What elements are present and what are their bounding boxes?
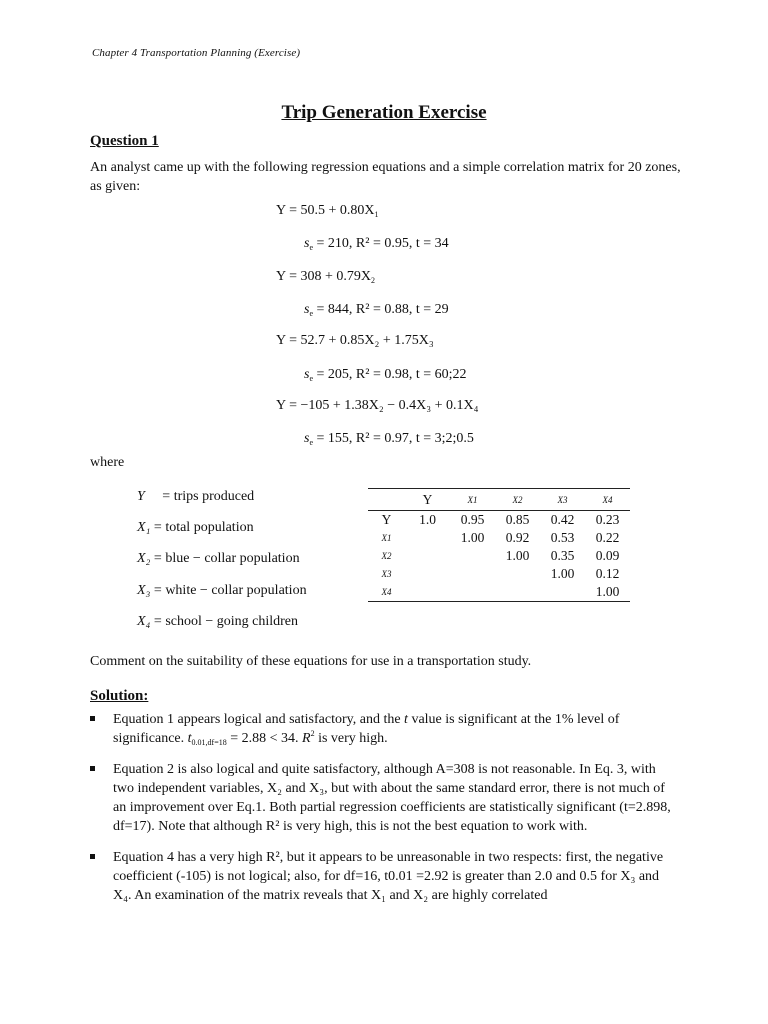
equation-2-stats: $s_e = 844$, R² = 0.88, t = 29 <box>304 302 449 318</box>
matrix-cell: 0.35 <box>550 548 575 563</box>
matrix-cell: 1.00 <box>585 583 630 602</box>
matrix-cell <box>450 565 495 583</box>
solution-text: is very high. <box>314 731 388 746</box>
solution-text: = 2.88 < 34. <box>226 731 303 746</box>
matrix-row-label: Y <box>381 512 392 527</box>
matrix-cell: 0.22 <box>595 530 620 545</box>
comment-text: Comment on the suitability of these equations for use in a transportation study. <box>90 654 532 669</box>
matrix-row-label: X3 <box>381 569 392 579</box>
solution-item <box>90 848 680 905</box>
matrix-cell: 0.53 <box>550 530 575 545</box>
matrix-cell: 0.12 <box>595 566 620 581</box>
matrix-row <box>368 583 630 602</box>
matrix-cell: 1.00 <box>505 548 530 563</box>
solution-heading: Solution: <box>90 688 149 704</box>
bullet-icon <box>90 854 95 859</box>
solution-text: value is significant at the 1% level of significance. <box>113 712 620 746</box>
matrix-row-label: X4 <box>368 583 405 602</box>
matrix-cell <box>495 565 540 583</box>
matrix-cell: 0.42 <box>550 512 575 527</box>
variable-text: = white − collar population <box>153 583 307 598</box>
variable-def <box>137 614 298 630</box>
equation-3: Y = 52.7 + 0.85X₂ + 1.75X₃ <box>276 333 434 348</box>
solution-text: Equation 4 has a very high R², but it appears to be unreasonable in two respects: first, the negative coefficient (-105) is not logical; also, for df=16, t0.01 =2.92 is greater than 2.0 and 0.5 for X₃ and X₄. An examination of the matrix reveals that X₁ and X₂ are highly correlated <box>113 850 664 903</box>
equation-3-stats: $s_e = 205$, R² = 0.98, t = 60;22 <box>304 367 467 383</box>
matrix-cell <box>540 583 585 602</box>
equation-1-text: Y = 50.5 + 0.80X <box>276 203 375 218</box>
equation-2-stats-text: = 844, R² = 0.88, t = 29 <box>316 302 449 317</box>
variable-symbol: X₃ <box>137 583 151 598</box>
equation-3-stats-text: = 205, R² = 0.98, t = 60;22 <box>316 367 467 382</box>
variable-text: = total population <box>153 520 254 535</box>
matrix-row <box>368 565 630 583</box>
where-label: where <box>90 455 125 470</box>
solution-item <box>90 760 680 836</box>
variable-text: = blue − collar population <box>153 551 300 566</box>
matrix-row-label: X1 <box>381 533 392 543</box>
matrix-col-header: X4 <box>585 489 630 511</box>
equation-4-stats: $s_e = 155$, R² = 0.97, t = 3;2;0.5 <box>304 431 474 447</box>
matrix-cell: 0.85 <box>505 512 530 527</box>
variable-text: = trips produced <box>162 489 255 504</box>
matrix-row <box>368 511 630 530</box>
variable-symbol: Y <box>137 489 145 504</box>
equation-4-stats-text: = 155, R² = 0.97, t = 3;2;0.5 <box>316 431 474 446</box>
matrix-col-header: X2 <box>495 489 540 511</box>
matrix-cell: 0.92 <box>505 530 530 545</box>
matrix-cell <box>405 565 450 583</box>
solution-text: Equation 2 is also logical and quite satisfactory, although A=308 is not reasonable. In Eq. 3, with two independent variables, X₂ and X₃, but with about the same standard error, there is not much of an improvement over Eq.1. Both partial regression coefficients are statistically significant (t=2.898, df=17). Note that although R² is very high, this is not the best equation to work with. <box>113 762 671 834</box>
variable-symbol: X₁ <box>137 520 151 535</box>
equation-1: $Y = 50.5 + 0.80X_1$ <box>276 203 379 219</box>
matrix-cell <box>405 547 450 565</box>
matrix-header-row <box>368 489 630 511</box>
matrix-col-header: Y <box>405 489 450 511</box>
matrix-cell: 0.95 <box>460 512 485 527</box>
matrix-cell <box>405 583 450 602</box>
matrix-cell <box>405 529 450 547</box>
matrix-col-header: X3 <box>540 489 585 511</box>
solution-list <box>90 710 680 917</box>
page-header: Chapter 4 Transportation Planning (Exercise) <box>92 47 301 59</box>
question-text: An analyst came up with the following regression equations and a simple correlation matrix for 20 zones, as given: <box>90 160 681 194</box>
matrix-col-header: X1 <box>450 489 495 511</box>
correlation-matrix <box>368 488 630 602</box>
matrix-row <box>368 547 630 565</box>
solution-text: Equation 1 appears logical and satisfactory, and the <box>113 712 405 727</box>
matrix-cell: 0.09 <box>595 548 620 563</box>
matrix-cell <box>450 583 495 602</box>
variable-text: = school − going children <box>153 614 299 629</box>
variable-def <box>137 520 254 536</box>
variable-def <box>137 489 254 505</box>
equation-4: Y = −105 + 1.38X₂ − 0.4X₃ + 0.1X₄ <box>276 398 479 413</box>
page-title: Trip Generation Exercise <box>281 102 487 123</box>
variable-def <box>137 551 300 567</box>
variable-symbol: X₂ <box>137 551 151 566</box>
equation-2-text: Y = 308 + 0.79X <box>276 269 371 284</box>
matrix-row <box>368 529 630 547</box>
matrix-cell: 1.0 <box>419 512 436 527</box>
matrix-row-label: X2 <box>381 551 392 561</box>
bullet-icon <box>90 716 95 721</box>
question-heading: Question 1 <box>90 133 159 149</box>
equation-1-stats-text: = 210, R² = 0.95, t = 34 <box>316 236 449 251</box>
matrix-cell <box>450 547 495 565</box>
matrix-cell <box>495 583 540 602</box>
equation-2: $Y = 308 + 0.79X_2$ <box>276 269 375 285</box>
variable-symbol: X₄ <box>137 614 151 629</box>
matrix-cell: 0.23 <box>595 512 620 527</box>
matrix-cell: 1.00 <box>460 530 485 545</box>
matrix-cell: 1.00 <box>550 566 575 581</box>
equation-1-stats: $s_e = 210$, R² = 0.95, t = 34 <box>304 236 449 252</box>
variable-def <box>137 583 307 599</box>
bullet-icon <box>90 766 95 771</box>
solution-item: Equation 1 appears logical and satisfactory, and the t value is significant at the 1% level of significance. $t_{0.01,df=18} = 2.88 < 34$. $R^2$ is very high. <box>90 710 680 748</box>
solution-text: t <box>404 712 408 727</box>
